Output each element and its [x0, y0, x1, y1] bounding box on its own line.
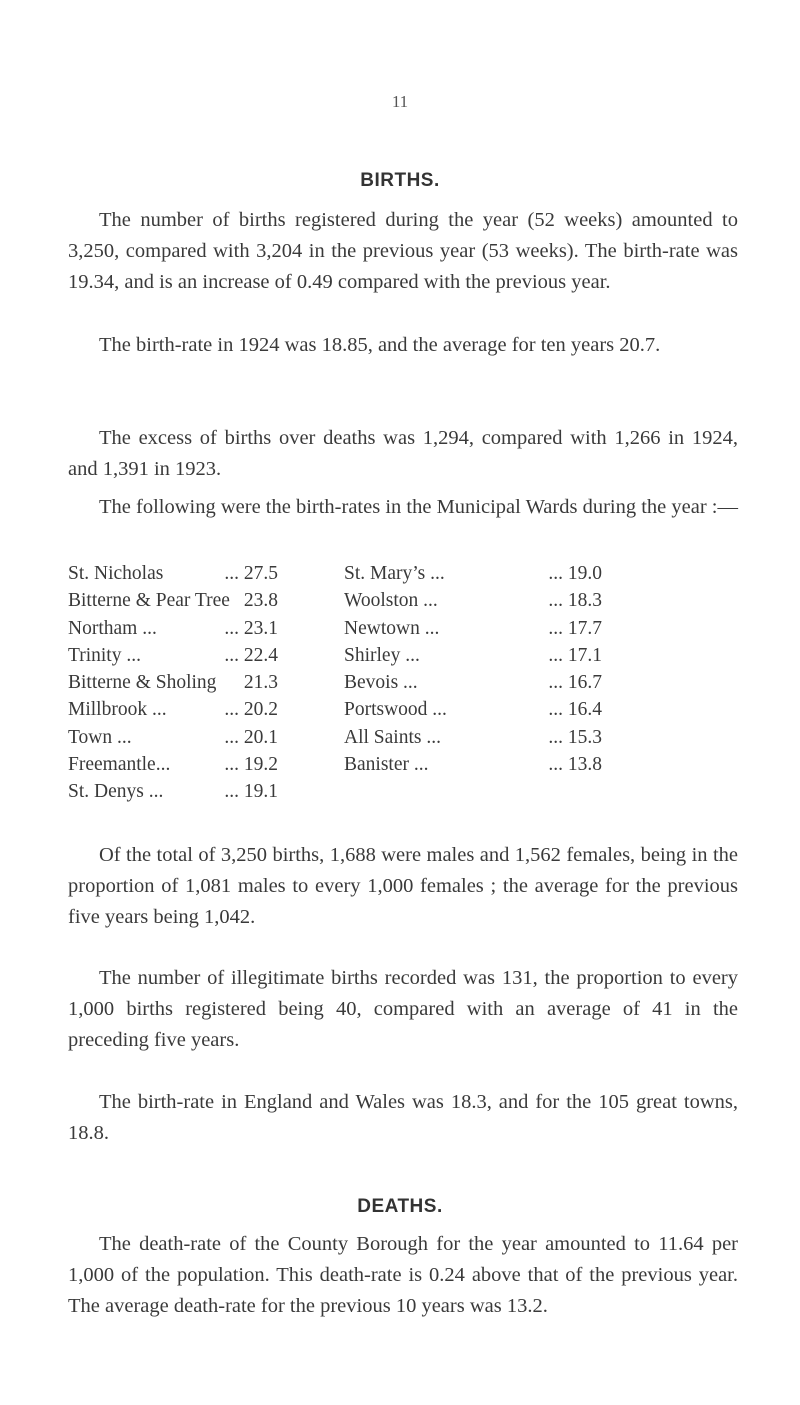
ward-row [68, 751, 278, 778]
ward-name: Freemantle... [68, 754, 171, 776]
ward-rate: ... 17.7 [548, 617, 602, 639]
ward-name: Newtown ... [344, 617, 440, 639]
births-paragraph-2: The birth-rate in 1924 was 18.85, and the average for ten years 20.7. [99, 334, 661, 356]
ward-row [68, 696, 278, 723]
births-paragraph-5: Of the total of 3,250 births, 1,688 were males and 1,562 females, being in the proportion of 1,081 males to every 1,000 females ; the average for the previous five years being 1,042. [68, 844, 738, 928]
ward-row [344, 751, 602, 778]
ward-row [344, 642, 602, 669]
ward-name: Portswood ... [344, 699, 447, 721]
ward-name: Bitterne & Sholing [68, 672, 217, 694]
ward-name: Bevois ... [344, 672, 418, 694]
ward-birth-rates-table [68, 560, 738, 850]
ward-row [68, 642, 278, 669]
ward-row [68, 587, 278, 614]
births-paragraph-4: The following were the birth-rates in the Municipal Wards during the year :— [99, 496, 738, 518]
ward-rate: ... 23.1 [224, 617, 278, 639]
ward-rate: ... 16.7 [548, 672, 602, 694]
ward-column-left [68, 560, 278, 806]
ward-name: Woolston ... [344, 590, 438, 612]
ward-row [344, 560, 602, 587]
ward-name: Millbrook ... [68, 699, 167, 721]
ward-row [68, 778, 278, 805]
ward-row [68, 669, 278, 696]
ward-row [68, 615, 278, 642]
ward-name: St. Nicholas [68, 563, 164, 584]
ward-name: Banister ... [344, 754, 429, 776]
ward-row [344, 615, 602, 642]
ward-rate: ... 19.2 [224, 754, 278, 776]
ward-row [344, 669, 602, 696]
ward-rate: ... 13.8 [548, 754, 602, 776]
ward-rate: 21.3 [243, 672, 278, 694]
ward-column-right [344, 560, 602, 778]
births-paragraph-7: The birth-rate in England and Wales was 18.3, and for the 105 great towns, 18.8. [68, 1091, 738, 1144]
ward-rate: ... 20.2 [224, 699, 278, 721]
births-heading: BIRTHS. [360, 170, 440, 191]
ward-rate: ... 22.4 [224, 644, 278, 666]
ward-name: St. Mary’s ... [344, 563, 445, 584]
ward-row [344, 696, 602, 723]
ward-rate: ... 15.3 [548, 726, 602, 748]
ward-rate: ... 16.4 [548, 699, 602, 721]
births-paragraph-3: The excess of births over deaths was 1,294, compared with 1,266 in 1924, and 1,391 in 1923. [68, 427, 738, 480]
ward-row [344, 587, 602, 614]
ward-rate: ... 19.0 [548, 563, 602, 584]
ward-name: All Saints ... [344, 726, 441, 748]
births-paragraph-6: The number of illegitimate births recorded was 131, the proportion to every 1,000 births registered being 40, compared with an average of 41 in the preceding five years. [68, 967, 738, 1051]
ward-name: Trinity ... [68, 644, 141, 666]
ward-rate: ... 18.3 [548, 590, 602, 612]
page-number: 11 [391, 92, 409, 111]
ward-rate: ... 27.5 [224, 563, 278, 584]
deaths-paragraph-1: The death-rate of the County Borough for the year amounted to 11.64 per 1,000 of the population. This death-rate is 0.24 above that of the previous year. The average death-rate for the previous 10 years was 13.2. [68, 1233, 738, 1317]
ward-row [68, 724, 278, 751]
ward-rate: ... 19.1 [224, 781, 278, 803]
ward-rate: 23.8 [243, 590, 278, 612]
ward-row [344, 724, 602, 751]
ward-rate: ... 20.1 [224, 726, 278, 748]
ward-row [68, 560, 278, 587]
ward-name: Northam ... [68, 617, 157, 639]
ward-name: Bitterne & Pear Tree [68, 590, 230, 612]
ward-name: St. Denys ... [68, 781, 164, 803]
ward-name: Shirley ... [344, 644, 420, 666]
births-paragraph-1: The number of births registered during the year (52 weeks) amounted to 3,250, compared with 3,204 in the previous year (53 weeks). The birth-rate was 19.34, and is an increase of 0.49 compared with the previous year. [68, 209, 738, 293]
ward-name: Town ... [68, 726, 132, 748]
ward-rate: ... 17.1 [548, 644, 602, 666]
deaths-heading: DEATHS. [357, 1196, 443, 1217]
